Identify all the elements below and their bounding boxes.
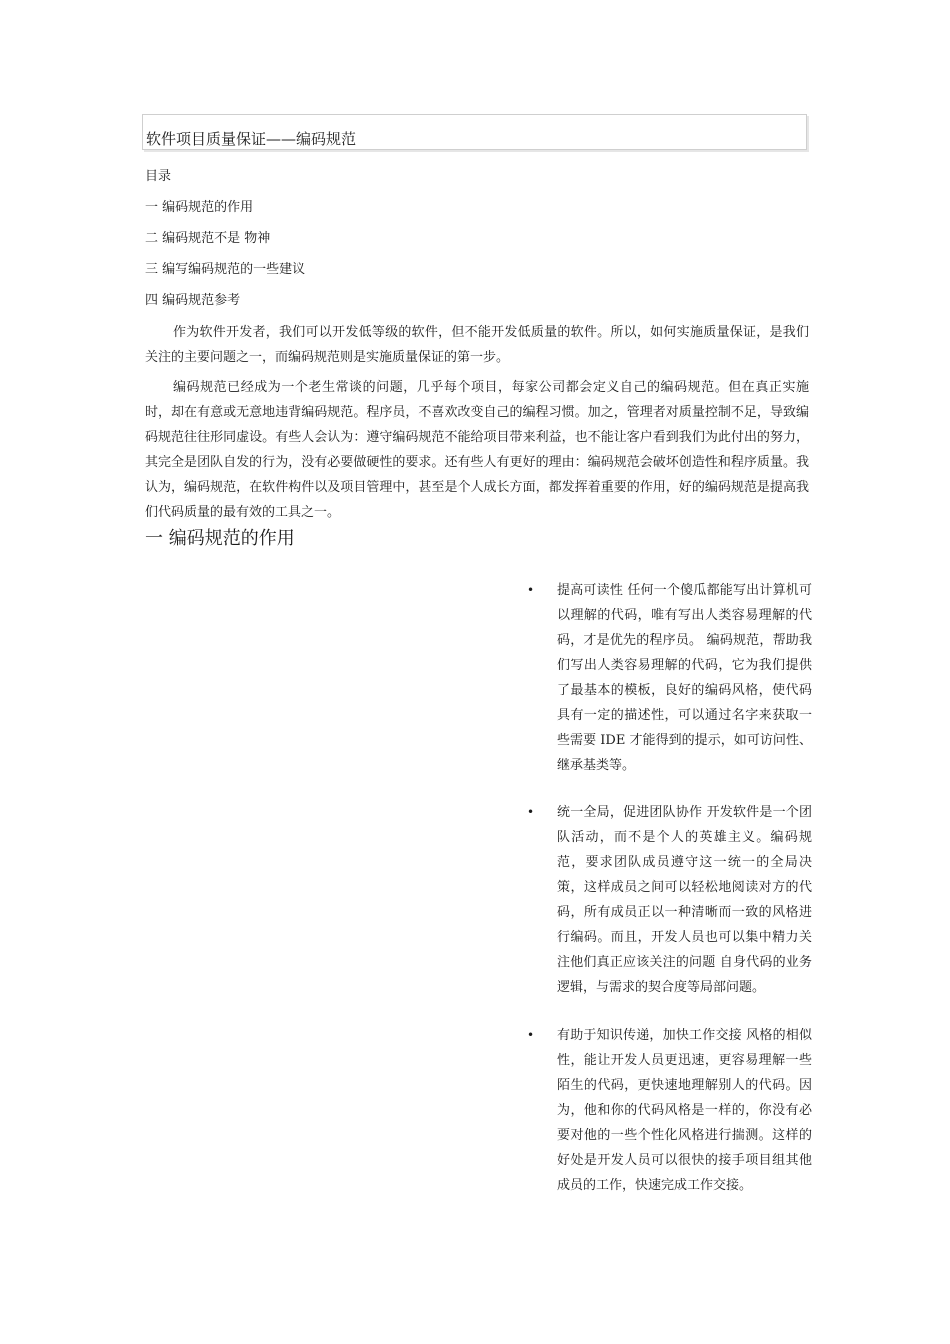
toc-item[interactable]: 三 编写编码规范的一些建议 <box>145 262 306 277</box>
toc-item[interactable]: 二 编码规范不是 物神 <box>145 231 271 246</box>
toc-heading: 目录 <box>145 169 172 184</box>
bullet-text: 提高可读性 任何一个傻瓜都能写出计算机可以理解的代码，唯有写出人类容易理解的代码，才是优先的程序员。 编码规范，帮助我们写出人类容易理解的代码，它为我们提供了最基本的模板，良好的编码风格，使代码具有一定的描述性，可以通过名字来获取一些需要 IDE 才能得到的提示，如可访问性、继承基类等。 <box>557 583 812 773</box>
bullet-icon: • <box>527 805 535 819</box>
bullet-list <box>527 578 812 1198</box>
bullet-icon: • <box>527 1028 535 1042</box>
toc-item[interactable]: 四 编码规范参考 <box>145 293 241 308</box>
intro-paragraph: 编码规范已经成为一个老生常谈的问题，几乎每个项目，每家公司都会定义自己的编码规范。但在真正实施时，却在有意或无意地违背编码规范。程序员，不喜欢改变自己的编程习惯。加之，管理者对质量控制不足，导致编码规范往往形同虚设。有些人会认为：遵守编码规范不能给项目带来利益，也不能让客户看到我们为此付出的努力，其完全是团队自发的行为，没有必要做硬性的要求。还有些人有更好的理由：编码规范会破坏创造性和程序质量。我认为，编码规范，在软件构件以及项目管理中，甚至是个人成长方面，都发挥着重要的作用，好的编码规范是提高我们代码质量的最有效的工具之一。 <box>145 380 809 520</box>
bullet-text: 统一全局，促进团队协作 开发软件是一个团队活动，而不是个人的英雄主义。编码规范，要求团队成员遵守这一统一的全局决策，这样成员之间可以轻松地阅读对方的代码，所有成员正以一种清晰而一致的风格进行编码。而且，开发人员也可以集中精力关注他们真正应该关注的问题 自身代码的业务逻辑，与需求的契合度等局部问题。 <box>557 805 812 995</box>
section-heading: 一 编码规范的作用 <box>145 528 295 549</box>
bullet-icon: • <box>527 583 535 597</box>
list-item <box>527 578 812 800</box>
table-of-contents <box>145 167 810 322</box>
document-title: 软件项目质量保证——编码规范 <box>146 130 357 148</box>
title-box <box>142 114 807 150</box>
bullet-text: 有助于知识传递，加快工作交接 风格的相似性，能让开发人员更迅速，更容易理解一些陌生的代码，更快速地理解别人的代码。因为，他和你的代码风格是一样的，你没有必要对他的一些个性化风格进行揣测。这样的好处是开发人员可以很快的接手项目组其他成员的工作，快速完成工作交接。 <box>557 1028 812 1193</box>
intro-paragraph: 作为软件开发者，我们可以开发低等级的软件，但不能开发低质量的软件。所以，如何实施质量保证，是我们关注的主要问题之一，而编码规范则是实施质量保证的第一步。 <box>145 325 809 365</box>
list-item <box>527 1023 812 1198</box>
list-item <box>527 800 812 1023</box>
toc-item[interactable]: 一 编码规范的作用 <box>145 200 254 215</box>
